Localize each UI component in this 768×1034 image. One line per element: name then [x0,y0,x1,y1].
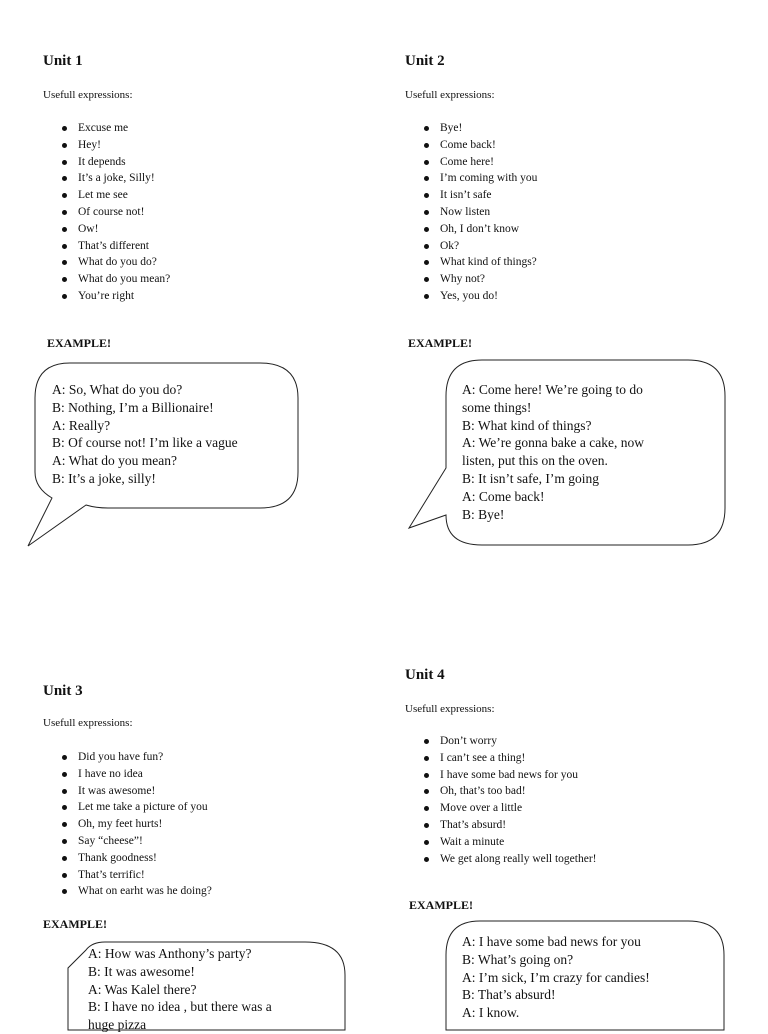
unit-3-example-label: EXAMPLE! [43,917,107,931]
unit-4-example-label: EXAMPLE! [409,898,473,912]
dialog-line: A: Come back! [462,488,545,504]
list-item: It was awesome! [78,783,212,800]
list-item: Wait a minute [440,834,597,851]
list-item: Excuse me [78,120,170,137]
list-item: What do you do? [78,254,170,271]
list-item: Oh, that’s too bad! [440,783,597,800]
dialog-line: huge pizza [88,1017,147,1033]
dialog-line: B: What kind of things? [462,417,592,433]
list-item: I have some bad news for you [440,767,597,784]
list-item: That’s terrific! [78,867,212,884]
list-item: What on earht was he doing? [78,883,212,900]
unit-2-subtitle: Usefull expressions: [405,89,495,101]
list-item: Oh, I don’t know [440,221,537,238]
list-item: We get along really well together! [440,851,597,868]
list-item: Did you have fun? [78,749,212,766]
unit-3-subtitle: Usefull expressions: [43,717,133,729]
unit-1-subtitle: Usefull expressions: [43,89,133,101]
dialog-line: B: What’s going on? [462,951,574,967]
dialog-line: A: I know. [462,1005,520,1021]
unit-2-example-label: EXAMPLE! [408,336,472,350]
list-item: Let me see [78,187,170,204]
unit-4-title: Unit 4 [405,667,445,683]
dialog-line: A: So, What do you do? [52,382,183,397]
dialog-line: A: How was Anthony’s party? [88,946,252,961]
list-item: Oh, my feet hurts! [78,816,212,833]
unit-3-title: Unit 3 [43,683,83,699]
list-item: I can’t see a thing! [440,750,597,767]
list-item: Yes, you do! [440,288,537,305]
list-item: Why not? [440,271,537,288]
list-item: Come back! [440,137,537,154]
dialog-line: A: Come here! We’re going to do [462,382,643,397]
list-item: What do you mean? [78,271,170,288]
dialog-line: A: We’re gonna bake a cake, now [462,435,644,451]
unit-4-subtitle: Usefull expressions: [405,703,495,715]
dialog-line: A: What do you mean? [52,453,177,469]
list-item: Hey! [78,137,170,154]
list-item: It depends [78,154,170,171]
list-item: It’s a joke, Silly! [78,170,170,187]
unit-1-title: Unit 1 [43,53,83,69]
list-item: Ok? [440,238,537,255]
list-item: What kind of things? [440,254,537,271]
dialog-line: some things! [462,399,532,415]
dialog-line: listen, put this on the oven. [462,453,608,469]
list-item: I’m coming with you [440,170,537,187]
list-item: Ow! [78,221,170,238]
dialog-line: B: Bye! [462,506,505,522]
dialog-line: B: It isn’t safe, I’m going [462,470,599,486]
list-item: Come here! [440,154,537,171]
dialog-line: A: I’m sick, I’m crazy for candies! [462,969,650,985]
list-item: Of course not! [78,204,170,221]
list-item: You’re right [78,288,170,305]
unit-4-dialog [462,933,650,1022]
dialog-line: A: Really? [52,417,111,433]
dialog-line: B: I have no idea , but there was a [88,999,272,1015]
list-item: I have no idea [78,766,212,783]
dialog-line: B: Of course not! I’m like a vague [52,435,238,451]
list-item: That’s absurd! [440,817,597,834]
unit-2-title: Unit 2 [405,53,445,69]
list-item: Don’t worry [440,733,597,750]
list-item: Let me take a picture of you [78,799,212,816]
dialog-line: B: It’s a joke, silly! [52,470,156,486]
list-item: Move over a little [440,800,597,817]
list-item: Say “cheese”! [78,833,212,850]
list-item: That’s different [78,238,170,255]
list-item: Now listen [440,204,537,221]
dialog-line: B: It was awesome! [88,963,195,979]
dialog-line: B: Nothing, I’m a Billionaire! [52,399,214,415]
dialog-line: A: I have some bad news for you [462,934,641,949]
unit-1-example-label: EXAMPLE! [47,336,111,350]
dialog-line: B: That’s absurd! [462,987,556,1003]
list-item: Thank goodness! [78,850,212,867]
list-item: It isn’t safe [440,187,537,204]
list-item: Bye! [440,120,537,137]
dialog-line: A: Was Kalel there? [88,981,197,997]
